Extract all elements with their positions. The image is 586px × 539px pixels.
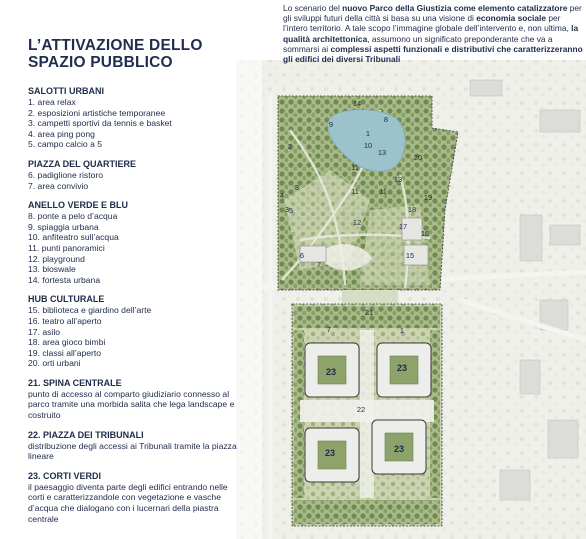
map-label: 12 — [352, 218, 362, 227]
legend-item: 4. area ping pong — [28, 128, 95, 139]
map-label: 8 — [383, 115, 389, 124]
legend-group — [28, 471, 238, 524]
legend-item: 3. campetti sportivi da tennis e basket — [28, 118, 172, 129]
map-label: 10 — [363, 141, 373, 150]
legend-item: 5. campo calcio a 5 — [28, 139, 103, 150]
legend-item: punto di accesso al comparto giudiziario connesso al parco tramite una morbida salita che lega landscape e costruito — [28, 388, 235, 421]
map-label: 7 — [316, 260, 322, 269]
intro-segment: la qualità architettonica — [283, 23, 579, 44]
map-label: 23 — [325, 367, 337, 377]
legend-group — [28, 159, 238, 191]
legend-item: 12. playground — [28, 253, 85, 264]
legend-heading: PIAZZA DEL QUARTIERE — [28, 158, 137, 169]
map-label: 23 — [393, 444, 405, 454]
map-label: 5 — [288, 206, 294, 215]
legend-item: distribuzione degli accessi ai Tribunali tramite la piazza lineare — [28, 440, 237, 462]
legend-item: 15. biblioteca e giardino dell’arte — [28, 305, 152, 316]
map-label: 16 — [420, 229, 430, 238]
legend-item: 18. area gioco bimbi — [28, 337, 106, 348]
legend-group — [28, 430, 238, 462]
legend-item: 8. ponte a pelo d’acqua — [28, 211, 118, 222]
map-label: 13 — [377, 148, 387, 157]
map-label: 11 — [351, 163, 359, 172]
intro-segment: complessi aspetti funzionali e distributivi che caratterizzeranno gli edifici dei diversi Tribunali — [283, 43, 583, 65]
map-label: 20 — [413, 153, 423, 162]
map-label: 7 — [326, 325, 332, 334]
legend-item: 19. classi all’aperto — [28, 347, 102, 358]
legend-item: 14. fortesta urbana — [28, 274, 101, 285]
map-label: 4 — [279, 191, 285, 200]
map-label: 6 — [299, 251, 305, 260]
legend-heading: 23. CORTI VERDI — [28, 470, 102, 481]
map-label: 15 — [405, 251, 415, 260]
map-label: 11 — [379, 187, 387, 196]
legend-item: 17. asilo — [28, 326, 61, 337]
map-label: 21 — [364, 308, 374, 317]
intro-segment: economia sociale — [476, 13, 547, 24]
left-fade — [236, 60, 262, 539]
legend-group — [28, 86, 238, 150]
intro-segment: , assumono un significato preponderante che va a sommarsi ai — [283, 33, 553, 54]
intro-paragraph — [283, 3, 583, 64]
legend-item: 10. anfiteatro sull’acqua — [28, 232, 119, 243]
intro-segment: nuovo Parco della Giustizia come elemento catalizzatore — [342, 3, 568, 13]
map-label: 19 — [423, 193, 433, 202]
legend-item: 9. spiaggia urbana — [28, 221, 99, 232]
intro-segment: per l’intero territorio. A tale scopo l’immagine globale dell’intervento e, non ultima, — [283, 13, 572, 34]
map-label: 23 — [324, 448, 336, 458]
map-label: 17 — [398, 222, 408, 231]
legend-item: 13. bioswale — [28, 264, 76, 275]
page-title: L’ATTIVAZIONE DELLO SPAZIO PUBBLICO — [28, 37, 203, 71]
map-label: 23 — [396, 363, 408, 373]
map-label: 13 — [393, 175, 403, 184]
legend-group — [28, 294, 238, 369]
legend-item: 7. area convivio — [28, 180, 89, 191]
map-label: 22 — [356, 405, 366, 414]
intro-segment: Lo scenario del — [283, 3, 343, 13]
legend-heading: ANELLO VERDE E BLU — [28, 200, 129, 211]
legend-heading: 22. PIAZZA DEI TRIBUNALI — [28, 429, 144, 440]
legend-item: 16. teatro all’aperto — [28, 315, 102, 326]
map-label: 1 — [399, 326, 405, 335]
legend-item: il paesaggio diventa parte degli edifici entrando nelle corti e caratterizzandole con vegetazione e vasche d’acqua che dialogano con i lucernari della piastra centrale — [28, 481, 228, 524]
legend-item: 20. orti urbani — [28, 358, 81, 369]
legend — [28, 86, 238, 533]
map-label: 2 — [287, 142, 293, 151]
map-label: 14 — [352, 99, 362, 108]
map-label: 3 — [284, 205, 290, 214]
map-label: 1 — [365, 129, 371, 138]
map-label: 9 — [328, 120, 334, 129]
legend-item: 2. esposizioni artistiche temporanee — [28, 107, 166, 118]
legend-group — [28, 200, 238, 285]
map-label: 3 — [294, 183, 300, 192]
legend-heading: HUB CULTURALE — [28, 294, 105, 305]
legend-group — [28, 378, 238, 421]
legend-heading: SALOTTI URBANI — [28, 86, 104, 96]
map-label: 11 — [351, 187, 359, 196]
legend-item: 1. area relax — [28, 97, 76, 107]
legend-item: 11. punti panoramici — [28, 242, 105, 253]
legend-heading: 21. SPINA CENTRALE — [28, 377, 122, 388]
legend-item: 6. padiglione ristoro — [28, 169, 104, 180]
intro-segment: per gli sviluppi futuri della città si basa su una visione di — [283, 3, 582, 24]
map-label: 18 — [407, 205, 417, 214]
